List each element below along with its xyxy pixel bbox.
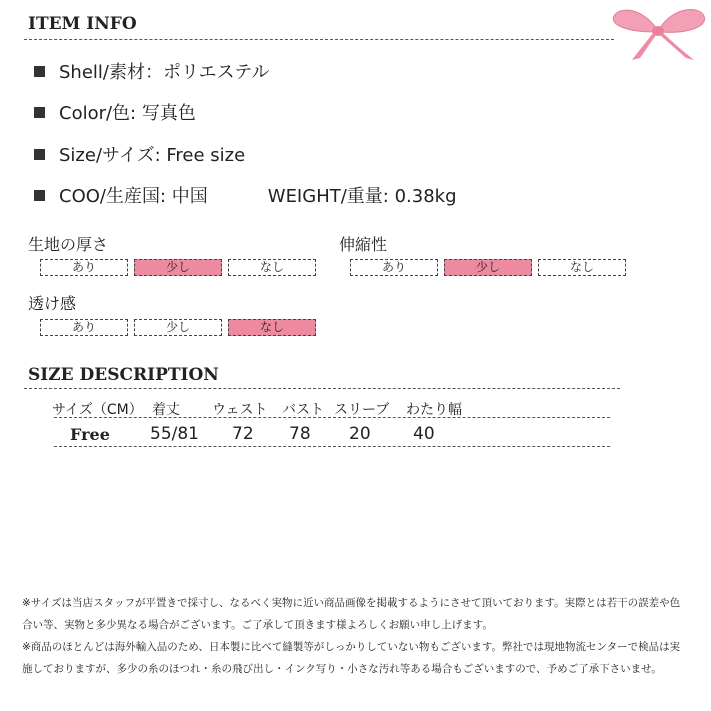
size-row xyxy=(34,141,245,167)
divider xyxy=(54,417,610,418)
header-waist: ウェスト xyxy=(212,402,268,418)
size-description-title: SIZE DESCRIPTION xyxy=(28,365,219,385)
sheerness-option-nashi: なし xyxy=(228,319,316,336)
header-thigh: わたり幅 xyxy=(406,402,462,418)
value-thigh: 40 xyxy=(413,424,435,444)
sheerness-label: 透け感 xyxy=(28,294,77,313)
sheerness-option-ari: あり xyxy=(40,319,128,336)
stretch-label: 伸縮性 xyxy=(339,235,388,254)
color-row xyxy=(34,99,196,125)
material-text: Shell/素材：ポリエステル xyxy=(59,62,270,83)
thickness-label: 生地の厚さ xyxy=(28,235,109,254)
thickness-option-ari: あり xyxy=(40,259,128,276)
divider xyxy=(24,388,620,389)
stretch-option-ari: あり xyxy=(350,259,438,276)
value-sleeve: 20 xyxy=(349,424,371,444)
weight-text: WEIGHT/重量: 0.38kg xyxy=(267,186,457,207)
bullet-square-icon xyxy=(34,149,45,160)
item-info-title: ITEM INFO xyxy=(28,14,137,34)
stretch-option-sukoshi: 少し xyxy=(444,259,532,276)
stretch-option-nashi: なし xyxy=(538,259,626,276)
note-quality: ※商品のほとんどは海外輸入品のため、日本製に比べて縫製等がしっかりしていない物もございます。弊社では現地物流センターで検品は実施しておりますが、多少の糸のほつれ・糸の飛び出し・インク写り・小さな汚れ等ある場合もございますので、予めご了承下さいませ。 xyxy=(22,641,681,675)
value-size: Free xyxy=(70,425,110,444)
color-text: Color/色: 写真色 xyxy=(59,103,196,124)
header-size: サイズ（CM） xyxy=(52,402,143,418)
header-sleeve: スリーブ xyxy=(334,402,390,418)
thickness-option-sukoshi: 少し xyxy=(134,259,222,276)
header-length: 着丈 xyxy=(152,402,180,418)
coo-text: COO/生産国: 中国 xyxy=(59,186,208,207)
coo-row xyxy=(34,182,457,208)
material-row xyxy=(34,58,269,84)
divider xyxy=(24,39,614,40)
sheerness-option-sukoshi: 少し xyxy=(134,319,222,336)
ribbon-bow-icon xyxy=(606,2,710,64)
bullet-square-icon xyxy=(34,66,45,77)
value-bust: 78 xyxy=(289,424,311,444)
value-waist: 72 xyxy=(232,424,254,444)
value-length: 55/81 xyxy=(150,424,199,444)
thickness-option-nashi: なし xyxy=(228,259,316,276)
size-text: Size/サイズ: Free size xyxy=(59,145,246,166)
header-bust: バスト xyxy=(282,402,324,418)
bullet-square-icon xyxy=(34,190,45,201)
bullet-square-icon xyxy=(34,107,45,118)
note-measurement: ※サイズは当店スタッフが平置きで採寸し、なるべく実物に近い商品画像を掲載するようにさせて頂いております。実際とは若干の誤差や色合い等、実物と多少異なる場合がございます。ご了承して頂きます様よろしくお願い申し上げます。 xyxy=(22,597,681,631)
divider xyxy=(54,446,610,447)
